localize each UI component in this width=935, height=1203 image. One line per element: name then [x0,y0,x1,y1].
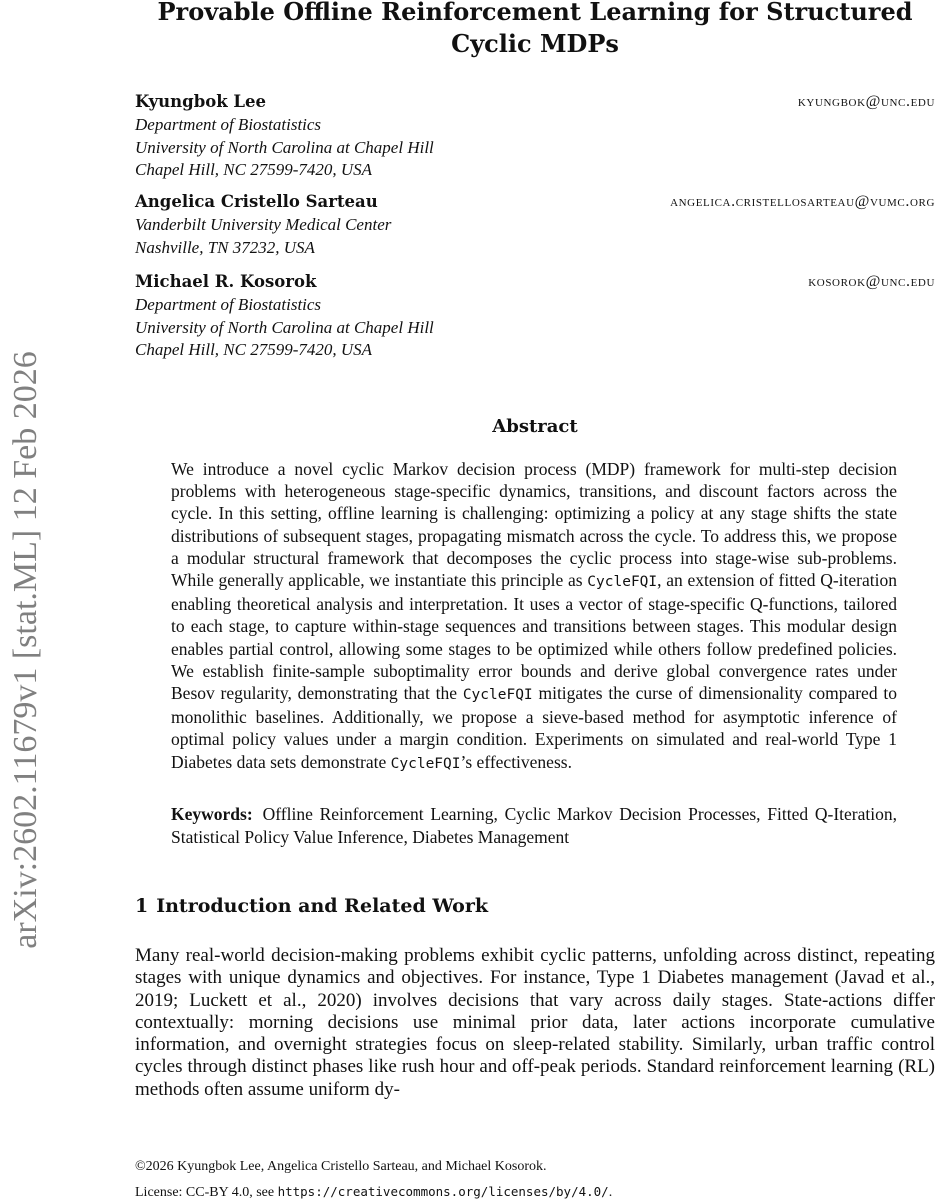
section-heading [135,892,488,920]
license-link[interactable]: https://creativecommons.org/licenses/by/4.0/ [277,1184,609,1199]
copyright-notice: ©2026 Kyungbok Lee, Angelica Cristello Sarteau, and Michael Kosorok. [135,1159,547,1174]
keywords-label: Keywords: [171,804,253,824]
author-affiliation-line: Department of Biostatistics [135,115,322,134]
keywords-text: Offline Reinforcement Learning, Cyclic Markov Decision Processes, Fitted Q-Iteration, Statistical Policy Value Inference, Diabetes Management [171,804,897,847]
abstract-heading: Abstract [492,416,578,437]
author-name: Angelica Cristello Sarteau [135,192,378,211]
keywords [171,803,897,848]
author-email[interactable]: kyungbok@unc.edu [797,93,935,110]
method-name: CycleFQI [462,687,533,704]
author-block-3 [135,270,935,362]
section-title: Introduction and Related Work [156,895,488,917]
abstract-part-1: We introduce a novel cyclic Markov decision process (MDP) framework for multi-step decision problems with heterogeneous stage-specific dynamics, transitions, and discount factors across the cycle. In this setting, offline learning is challenging: optimizing a policy at any stage shifts the state distributions of subsequent stages, propagating mismatch across the cycle. To address this, we propose a modular structural framework that decomposes the cyclic process into stage-wise sub-problems. While generally applicable, we instantiate this principle as [171,459,897,591]
license-prefix: License: CC-BY 4.0, see [135,1185,278,1200]
abstract-text [171,458,897,775]
author-affiliation-line: Department of Biostatistics [135,295,322,314]
license-suffix: . [608,1185,613,1200]
method-name: CycleFQI [587,574,658,591]
paper-title-line-1: Provable Offline Reinforcement Learning for Structured [157,0,913,26]
author-block-1 [135,90,935,182]
method-name: CycleFQI [390,755,461,772]
abstract-part-3: mitigates the curse of dimensionality compared to monolithic baselines. Additionally, we propose a sieve-based method for asymptotic inference of optimal policy values under a margin condition. Experiments on simulated and real-world Type 1 Diabetes data sets demonstrate [171,683,897,772]
author-affiliation-line: Chapel Hill, NC 27599-7420, USA [135,340,373,359]
section-number: 1 [135,895,149,917]
author-email[interactable]: kosorok@unc.edu [808,273,935,290]
introduction-paragraph: Many real-world decision-making problems exhibit cyclic patterns, unfolding across distinct, repeating stages with unique dynamics and objectives. For instance, Type 1 Diabetes management (Javad et al., 2019; Luckett et al., 2020) involves decisions that vary across daily stages. State-actions differ contextually: morning decisions use minimal prior data, later actions incorporate cumulative information, and overnight strategies focus on sleep-related stability. Similarly, urban traffic control cycles through distinct phases like rush hour and off-peak periods. Standard reinforcement learning (RL) methods often assume uniform dy- [135,945,935,1100]
author-affiliation-line: Chapel Hill, NC 27599-7420, USA [135,160,373,179]
abstract-part-4: ’s effectiveness. [460,751,572,772]
author-affiliation-line: University of North Carolina at Chapel Hill [135,137,434,157]
paper-title-line-2: Cyclic MDPs [451,29,619,58]
author-affiliation-line: Vanderbilt University Medical Center [135,215,392,234]
author-block-2 [135,190,935,259]
abstract-part-2: , an extension of fitted Q-iteration enabling theoretical analysis and interpretation. It uses a vector of stage-specific Q-functions, tailored to each stage, to capture within-stage sequences and transitions between stages. This modular design enables partial control, allowing some stages to be optimized while others follow predefined policies. We establish finite-sample suboptimality error bounds and derive global convergence rates under Besov regularity, demonstrating that the [171,570,897,704]
author-affiliation-line: Nashville, TN 37232, USA [135,237,315,257]
paper-title [135,0,935,60]
author-affiliation-line: University of North Carolina at Chapel Hill [135,317,434,337]
arxiv-identifier-stamp: arXiv:2602.11679v1 [stat.ML] 12 Feb 2026 [7,351,44,949]
author-name: Michael R. Kosorok [135,272,317,291]
author-name: Kyungbok Lee [135,92,267,111]
author-email[interactable]: angelica.cristellosarteau@vumc.org [670,193,935,210]
